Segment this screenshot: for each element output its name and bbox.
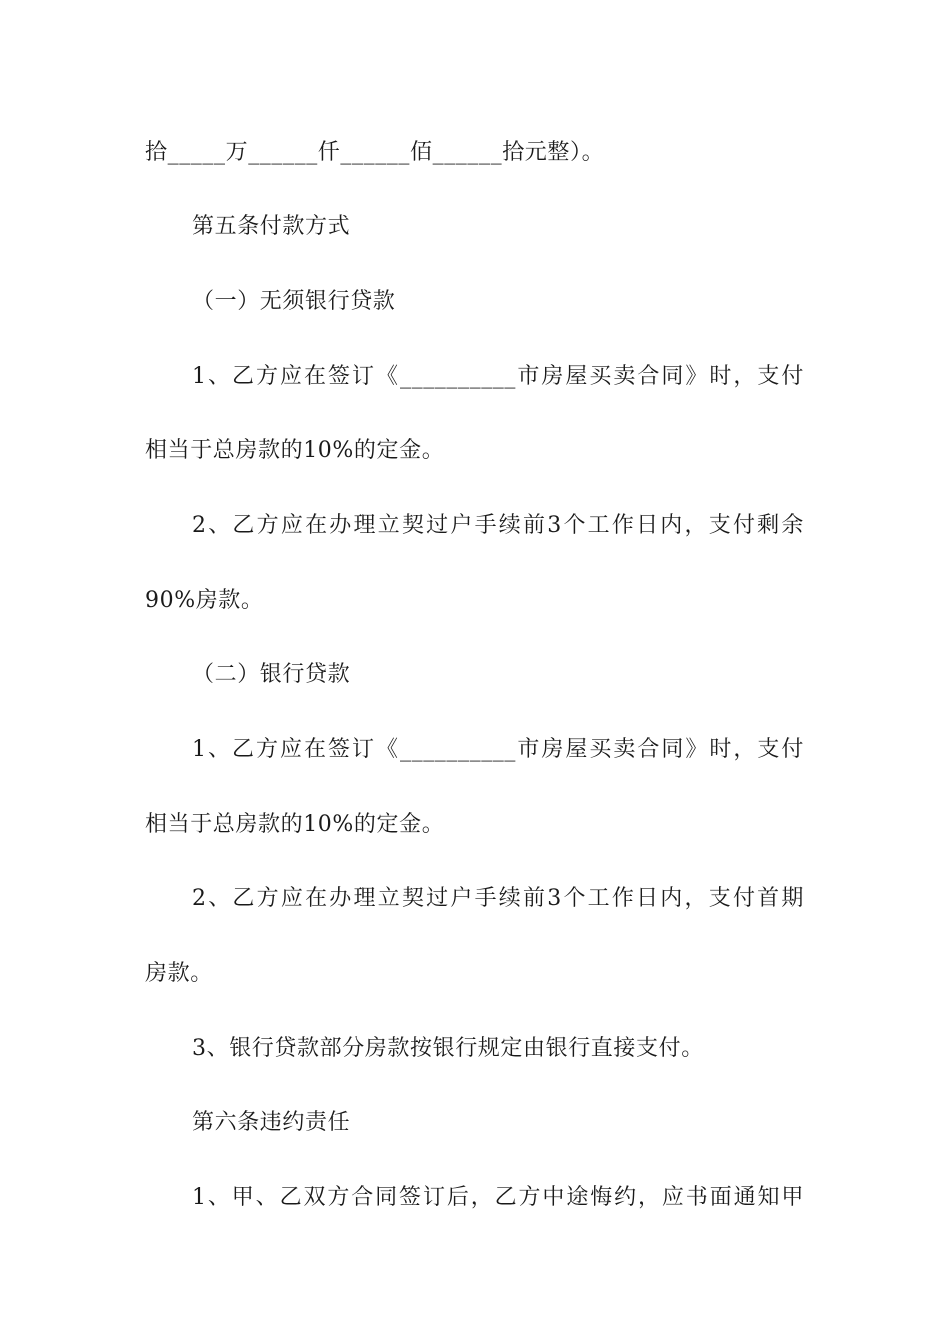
loan-clause-2-line-b: 房款。 <box>145 961 213 986</box>
article-6-heading: 第六条违约责任 <box>192 1110 351 1135</box>
clause-2-balance-line-b: 90%房款。 <box>145 588 264 613</box>
loan-clause-3-line: 3、银行贷款部分房款按银行规定由银行直接支付。 <box>192 1036 704 1061</box>
loan-clause-2-line-a: 2、乙方应在办理立契过户手续前3个工作日内，支付首期 <box>192 886 804 911</box>
amount-words-line: 拾_____万______仟______佰______拾元整）。 <box>145 140 605 165</box>
loan-clause-1-line-b: 相当于总房款的10%的定金。 <box>145 812 445 837</box>
clause-2-balance-line-a: 2、乙方应在办理立契过户手续前3个工作日内，支付剩余 <box>192 513 804 538</box>
breach-clause-1-line: 1、甲、乙双方合同签订后，乙方中途悔约，应书面通知甲 <box>192 1185 804 1210</box>
section-no-loan-heading: （一）无须银行贷款 <box>192 289 396 314</box>
section-bank-loan-heading: （二）银行贷款 <box>192 662 351 687</box>
clause-1-deposit-line-b: 相当于总房款的10%的定金。 <box>145 438 445 463</box>
clause-1-deposit-line-a: 1、乙方应在签订《__________市房屋买卖合同》时，支付 <box>192 364 804 389</box>
loan-clause-1-line-a: 1、乙方应在签订《__________市房屋买卖合同》时，支付 <box>192 737 804 762</box>
article-5-heading: 第五条付款方式 <box>192 214 351 239</box>
